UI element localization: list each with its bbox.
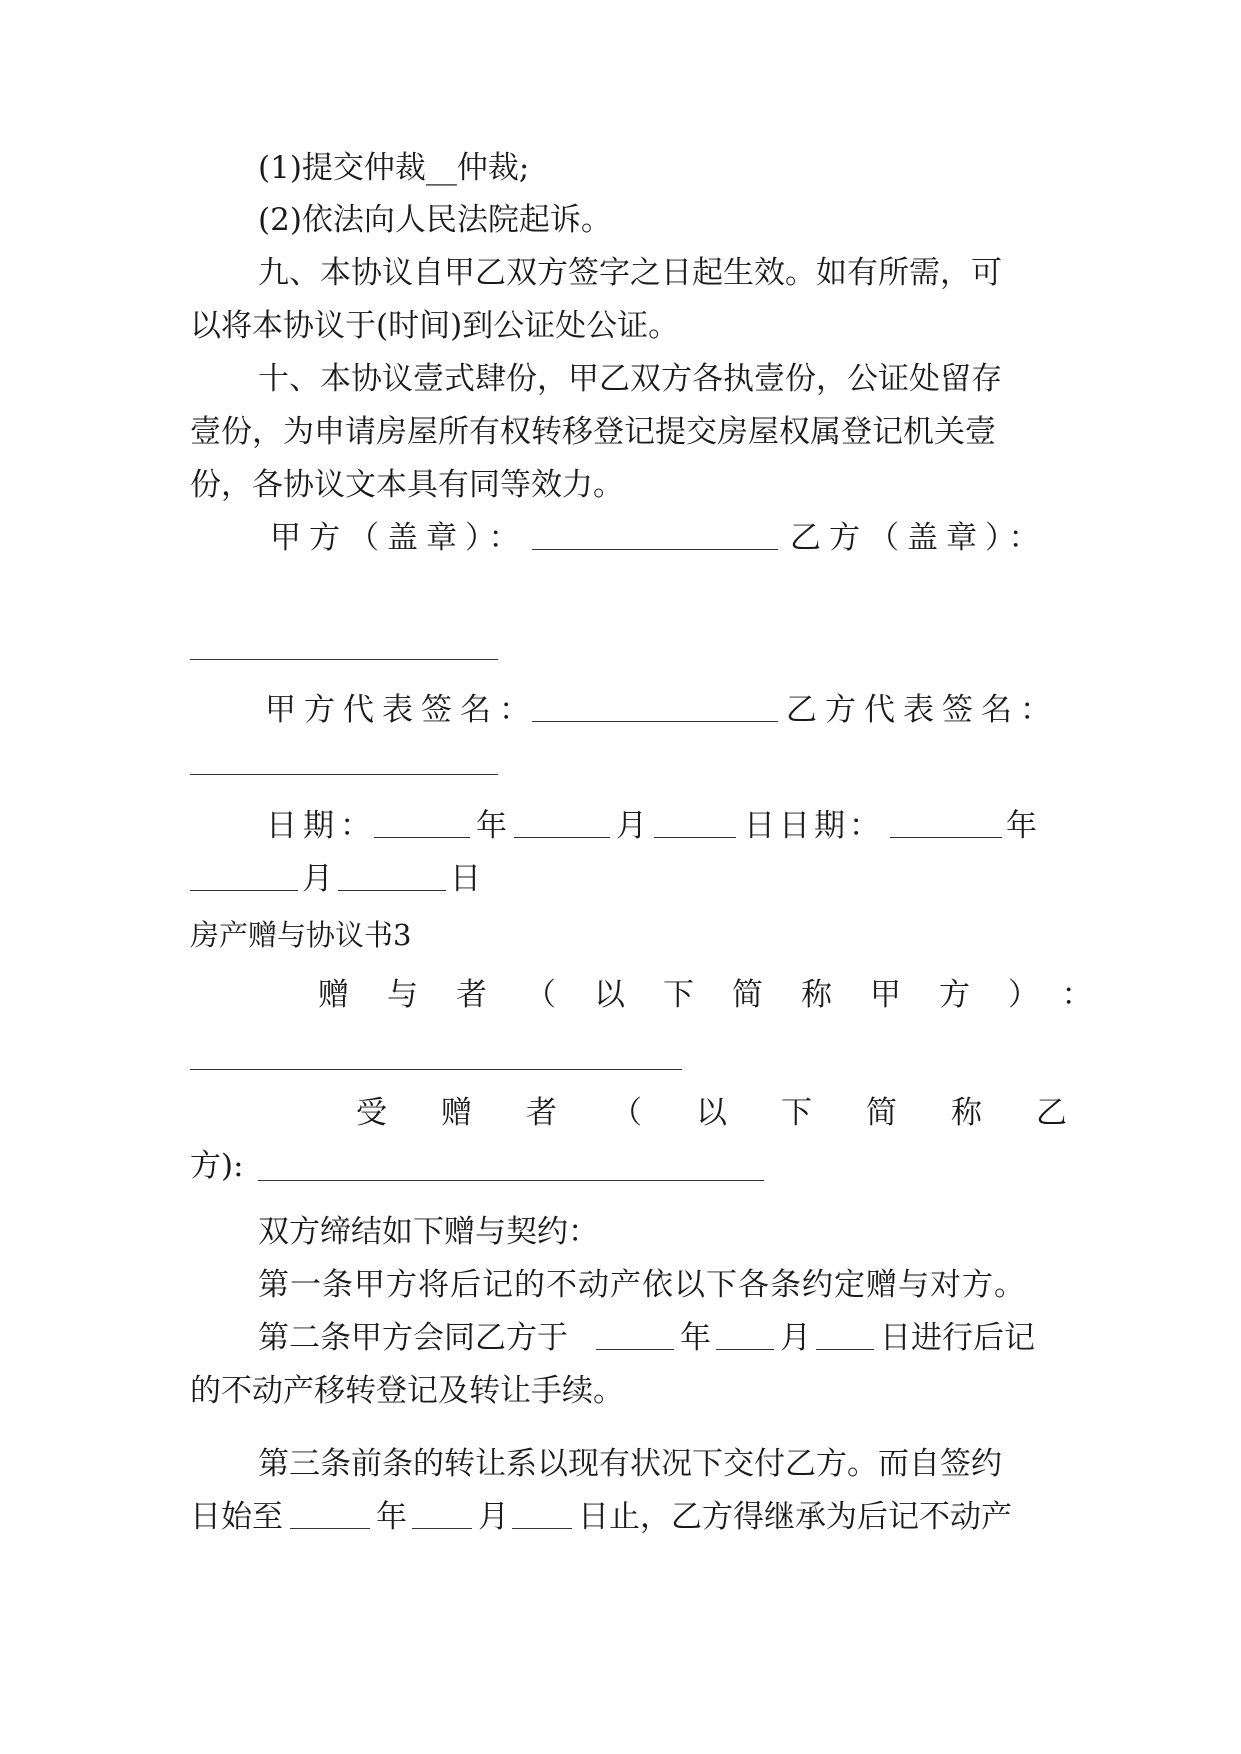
- party-a-date-label: 日期：: [266, 808, 377, 844]
- party-b-rep-label: 乙方代表签名：: [786, 692, 1059, 728]
- article-3-year-unit: 年: [376, 1499, 407, 1535]
- article-3-pre: 日始至: [190, 1499, 283, 1535]
- party-b-year-unit: 年: [1006, 808, 1037, 844]
- party-a-rep-blank: [532, 721, 778, 722]
- article-2-pre: 第二条甲方会同乙方于: [258, 1320, 568, 1356]
- article-9-line-1: 九、本协议自甲乙双方签字之日起生效。如有所需，可: [258, 255, 1002, 291]
- party-a-year-unit: 年: [476, 808, 507, 844]
- article-3-line-1: 第三条前条的转让系以现有状况下交付乙方。而自签约: [258, 1446, 1002, 1482]
- article-2-month-blank: [716, 1349, 774, 1350]
- party-b-seal-label: 乙方（盖章）：: [790, 520, 1048, 556]
- party-a-rep-label: 甲方代表签名：: [265, 692, 538, 728]
- article-1: 第一条甲方将后记的不动产依以下各条约定赠与对方。: [258, 1267, 1026, 1303]
- donor-blank: [190, 1069, 682, 1070]
- article-9-line-2: 以将本协议于(时间)到公证处公证。: [190, 308, 680, 344]
- donee-label: 受赠者（以下简称乙: [356, 1095, 1121, 1131]
- party-b-rep-blank: [190, 774, 498, 775]
- party-a-seal-blank: [532, 549, 778, 550]
- party-a-month-unit: 月: [616, 808, 647, 844]
- agreement-intro: 双方缔结如下赠与契约：: [258, 1214, 599, 1250]
- court-item: (2)依法向人民法院起诉。: [258, 202, 612, 238]
- party-b-seal-blank: [190, 659, 498, 660]
- article-3-day-blank: [512, 1528, 572, 1529]
- party-b-day-blank: [338, 890, 446, 891]
- article-3-year-blank: [290, 1528, 370, 1529]
- party-b-date-label: 日日期：: [744, 808, 884, 844]
- article-2-post: 日进行后记: [880, 1320, 1035, 1356]
- party-a-seal-label: 甲方（盖章）：: [270, 520, 528, 556]
- party-b-month-blank: [190, 890, 298, 891]
- article-2-month-unit: 月: [780, 1320, 811, 1356]
- donee-blank: [258, 1180, 764, 1181]
- party-b-year-blank: [890, 837, 1002, 838]
- article-2-line-2: 的不动产移转登记及转让手续。: [190, 1373, 624, 1409]
- donee-label-cont: 方):: [190, 1148, 244, 1184]
- article-3-month-unit: 月: [478, 1499, 509, 1535]
- party-b-day-unit: 日: [450, 861, 481, 897]
- article-3-month-blank: [412, 1528, 472, 1529]
- article-3-post: 日止，乙方得继承为后记不动产: [578, 1499, 1012, 1535]
- party-a-day-blank: [654, 837, 736, 838]
- donor-label: 赠与者（以下简称甲方）：: [318, 977, 1131, 1013]
- article-2-year-unit: 年: [680, 1320, 711, 1356]
- section-title: 房产赠与协议书3: [190, 918, 412, 952]
- article-2-day-blank: [816, 1349, 874, 1350]
- party-b-month-unit: 月: [302, 861, 333, 897]
- party-a-month-blank: [514, 837, 610, 838]
- article-2-year-blank: [596, 1349, 674, 1350]
- article-10-line-1: 十、本协议壹式肆份，甲乙双方各执壹份，公证处留存: [258, 361, 1002, 397]
- party-a-year-blank: [374, 837, 470, 838]
- arbitration-item: (1)提交仲裁__仲裁;: [258, 150, 530, 186]
- article-10-line-3: 份，各协议文本具有同等效力。: [190, 467, 624, 503]
- article-10-line-2: 壹份，为申请房屋所有权转移登记提交房屋权属登记机关壹: [190, 414, 996, 450]
